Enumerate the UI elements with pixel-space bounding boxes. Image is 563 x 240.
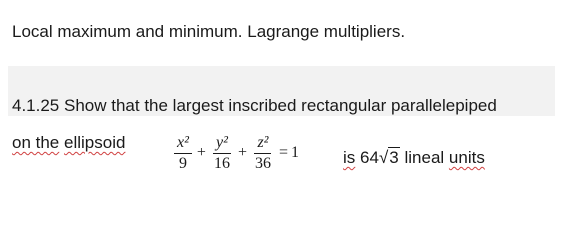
radicand: 3: [389, 148, 399, 167]
fraction-z-numerator: z²: [254, 134, 271, 154]
equation-rhs: 1: [291, 144, 299, 161]
fraction-x-numerator: x²: [174, 134, 192, 154]
fraction-y: [211, 134, 233, 173]
section-heading: Local maximum and minimum. Lagrange multipliers.: [12, 22, 406, 41]
radical-sign: √: [378, 148, 389, 167]
ellipsoid-equation: [172, 127, 299, 179]
answer-coefficient: 64: [360, 148, 379, 167]
plus-sign: +: [237, 144, 247, 161]
fraction-z-denominator: 36: [254, 154, 271, 172]
fraction-y-numerator: y²: [213, 134, 231, 154]
problem-statement-line2: [12, 133, 125, 153]
problem-text-ellipsoid: ellipsoid: [64, 133, 126, 152]
problem-statement-line1: [12, 96, 497, 116]
problem-number: 4.1.25: [12, 96, 60, 115]
answer-is: is: [343, 148, 356, 167]
answer-units: units: [448, 148, 485, 167]
fraction-x: [174, 134, 192, 173]
fraction-x-denominator: 9: [178, 154, 187, 172]
answer-statement: [343, 148, 485, 168]
equals-sign: =: [278, 144, 288, 161]
problem-text-on-the: on the: [12, 133, 60, 152]
answer-lineal: lineal: [404, 148, 445, 167]
plus-sign: +: [196, 144, 206, 161]
fraction-y-denominator: 16: [213, 154, 230, 172]
fraction-z: [252, 134, 274, 173]
problem-text-line1: Show that the largest inscribed rectangular parallelepiped: [64, 96, 497, 115]
